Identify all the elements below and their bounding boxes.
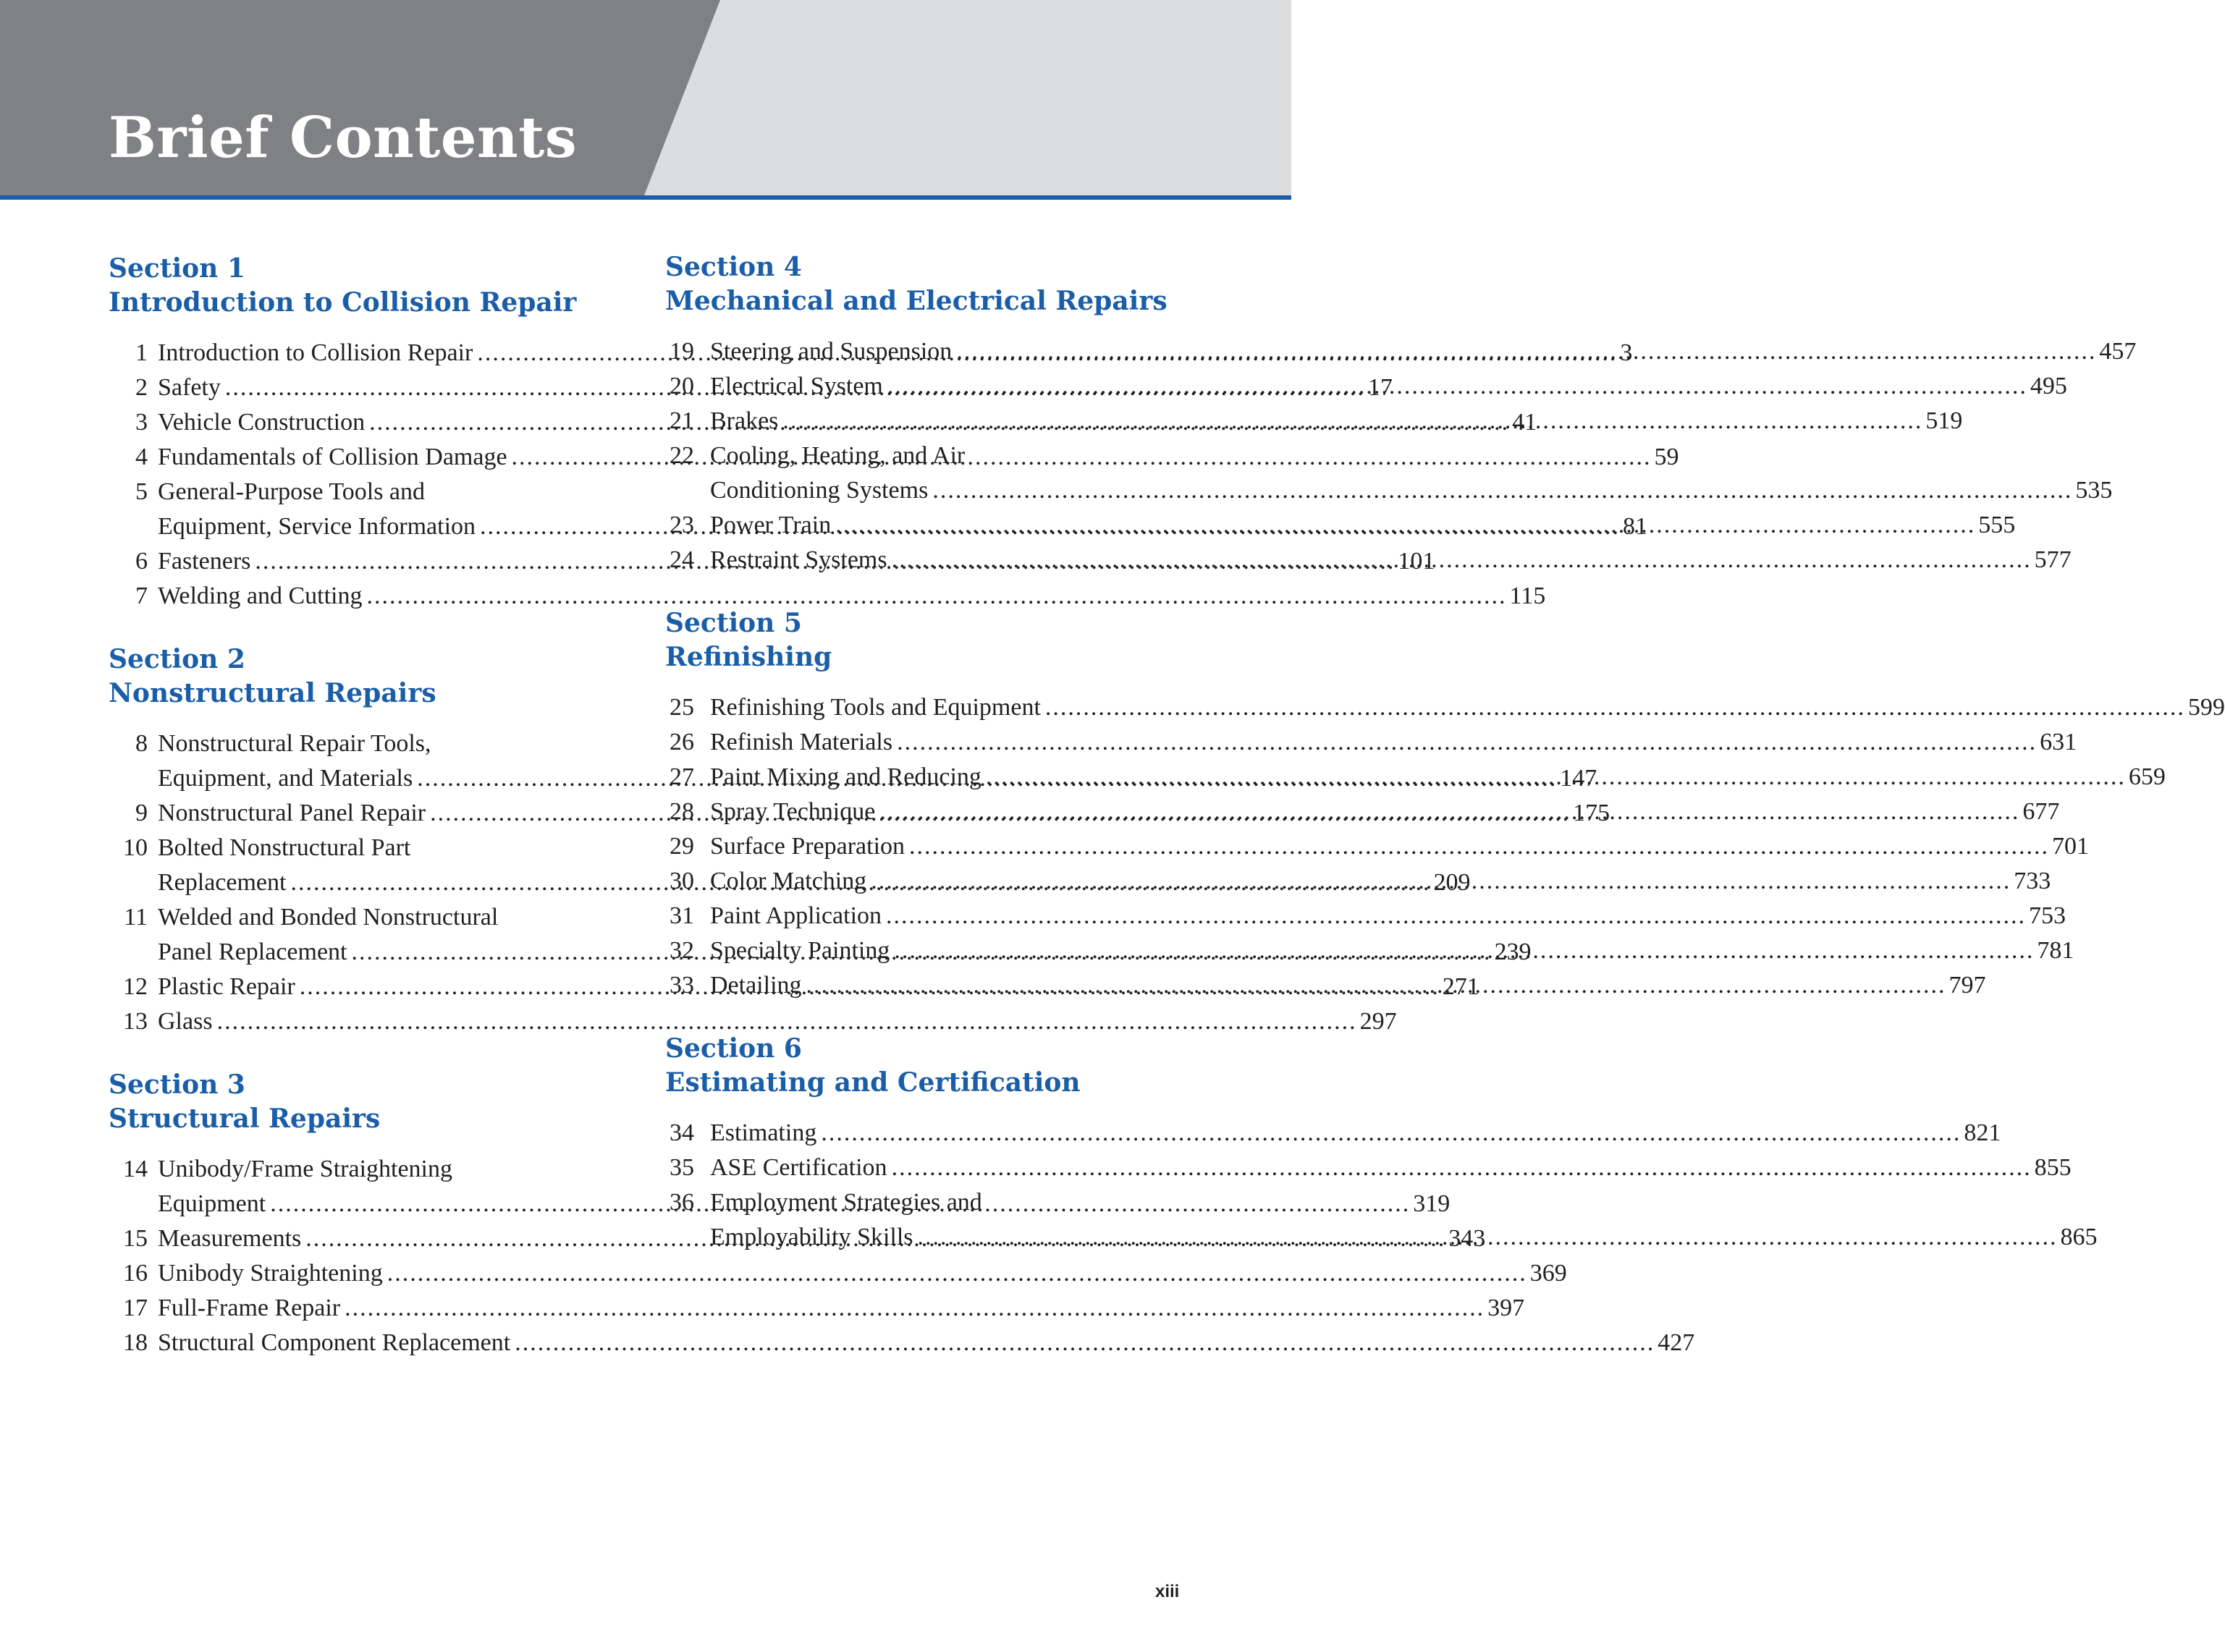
- chapter-title: Cooling, Heating, and Air: [710, 442, 966, 469]
- toc-entry[interactable]: [665, 725, 2077, 760]
- chapter-number: 34: [670, 1119, 694, 1146]
- page-number-ref: 101: [1398, 548, 1435, 575]
- chapter-title-line: [710, 690, 2225, 725]
- page-number: xiii: [1155, 1582, 1180, 1601]
- chapter-title: Spray Technique: [710, 798, 876, 825]
- chapter-number: 8: [135, 730, 148, 757]
- page-number-ref: 3: [1620, 339, 1633, 366]
- dot-leader: [897, 725, 2037, 760]
- chapter-title: Steering and Suspension: [710, 338, 953, 365]
- chapter-number: 26: [670, 729, 694, 755]
- chapter-title: Power Train: [710, 512, 832, 538]
- chapter-body: [710, 508, 2015, 543]
- chapter-title-line: [710, 508, 2015, 543]
- chapter-title: Nonstructural Panel Repair: [158, 800, 426, 826]
- toc-entry[interactable]: [665, 1151, 2072, 1185]
- dot-leader: [887, 369, 2027, 404]
- chapter-title-line: [710, 404, 1962, 439]
- page-number-ref: 239: [1494, 939, 1532, 965]
- chapter-title: Vehicle Construction: [158, 409, 366, 436]
- chapter-number: 15: [123, 1225, 148, 1252]
- chapter-body: [710, 1185, 2098, 1255]
- chapter-title: Equipment, Service Information: [158, 513, 476, 540]
- page-number-ref: 599: [2187, 694, 2225, 721]
- page-number-ref: 457: [2099, 338, 2137, 365]
- chapter-title: Refinishing Tools and Equipment: [710, 694, 1041, 721]
- chapter-title-line: [710, 933, 2074, 968]
- page-number-ref: 519: [1925, 407, 1963, 434]
- chapter-number: 9: [135, 800, 148, 826]
- chapter-title-line: [710, 473, 2112, 508]
- dot-leader: [879, 795, 2019, 829]
- toc-entry[interactable]: [109, 1326, 1695, 1360]
- dot-leader: [986, 760, 2126, 795]
- chapter-title-line: [710, 899, 2066, 933]
- chapter-number: 31: [670, 902, 694, 929]
- page-number-ref: 343: [1448, 1225, 1486, 1252]
- chapter-body: [710, 829, 2089, 864]
- chapter-title: Conditioning Systems: [710, 477, 929, 504]
- dot-leader: [806, 968, 1946, 1003]
- chapter-body: [710, 760, 2166, 795]
- chapter-title: Measurements: [158, 1225, 302, 1252]
- toc-entry[interactable]: [109, 1004, 1397, 1039]
- chapter-title: Restraint Systems: [710, 546, 887, 573]
- chapter-number: 20: [670, 373, 694, 399]
- chapter-title: ASE Certification: [710, 1154, 887, 1181]
- page-number-ref: 319: [1413, 1190, 1451, 1217]
- section-label: Section 3: [109, 1069, 245, 1100]
- page-number-ref: 495: [2030, 373, 2067, 399]
- chapter-body: [710, 543, 2072, 577]
- dot-leader: [1045, 690, 2185, 725]
- chapter-title: Paint Mixing and Reducing: [710, 763, 981, 790]
- dot-leader: [956, 334, 2096, 369]
- chapter-body: [710, 690, 2225, 725]
- page-number-ref: 271: [1442, 973, 1479, 1000]
- chapter-number: 21: [670, 407, 694, 434]
- chapter-number: 30: [670, 868, 694, 894]
- chapter-title: Estimating: [710, 1119, 817, 1146]
- chapter-title: Detailing: [710, 972, 802, 999]
- chapter-title-line: [710, 864, 2051, 899]
- chapter-title-line: [710, 795, 2059, 829]
- chapter-number: 13: [123, 1008, 148, 1035]
- dot-leader: [886, 899, 2026, 933]
- section-title: Introduction to Collision Repair: [109, 287, 577, 318]
- chapter-title: Replacement: [158, 869, 287, 896]
- page-number-ref: 59: [1654, 444, 1679, 470]
- chapter-title-line: [710, 725, 2077, 760]
- chapter-number: 1: [135, 339, 148, 366]
- chapter-title: Equipment, and Materials: [158, 765, 413, 792]
- dot-leader: [835, 508, 1975, 543]
- chapter-title: Equipment: [158, 1190, 266, 1217]
- section-title: Estimating and Certification: [665, 1067, 1081, 1098]
- page-number-ref: 427: [1658, 1329, 1695, 1356]
- chapter-title-line: [710, 334, 2136, 369]
- page-number-ref: 855: [2034, 1154, 2072, 1181]
- page-number-ref: 865: [2060, 1224, 2098, 1250]
- section-label: Section 2: [109, 644, 245, 674]
- section-label: Section 6: [665, 1033, 802, 1064]
- chapter-number: 32: [670, 937, 694, 964]
- chapter-number: 19: [670, 338, 694, 365]
- chapter-number: 22: [670, 442, 694, 469]
- section-title: Refinishing: [665, 642, 832, 672]
- page-number-ref: 701: [2052, 833, 2090, 860]
- chapter-number: 35: [670, 1154, 694, 1181]
- toc-entry[interactable]: [665, 1116, 2001, 1151]
- chapter-title: Unibody Straightening: [158, 1260, 383, 1287]
- chapter-number: 2: [135, 374, 148, 401]
- chapter-body: [710, 725, 2077, 760]
- chapter-number: 33: [670, 972, 694, 999]
- chapter-body: [158, 1326, 1694, 1360]
- chapter-title-line: [710, 1151, 2072, 1185]
- toc-entry[interactable]: [109, 579, 1546, 614]
- toc-entry[interactable]: [665, 334, 2137, 369]
- page-number-ref: 753: [2029, 902, 2066, 929]
- chapter-number: 4: [135, 444, 148, 470]
- toc-entry[interactable]: [109, 1291, 1525, 1326]
- dot-leader: [918, 1220, 2058, 1255]
- chapter-number: 10: [123, 834, 148, 861]
- chapter-number: 7: [135, 583, 148, 609]
- chapter-title: Employability Skills: [710, 1224, 913, 1250]
- section-title: Mechanical and Electrical Repairs: [665, 286, 1168, 316]
- chapter-number: 24: [670, 546, 694, 573]
- toc-entry[interactable]: [665, 690, 2225, 725]
- chapter-title-line: [710, 968, 1986, 1003]
- page-number-ref: 17: [1367, 374, 1393, 401]
- chapter-number: 16: [123, 1260, 148, 1287]
- page-number-ref: 209: [1433, 869, 1471, 896]
- chapter-title-line: [710, 1220, 2098, 1255]
- chapter-title: Paint Application: [710, 902, 882, 929]
- page-number-ref: 41: [1512, 409, 1537, 436]
- chapter-title-line: [710, 369, 2067, 404]
- chapter-title: Bolted Nonstructural Part: [158, 834, 411, 861]
- chapter-number: 17: [123, 1295, 148, 1321]
- chapter-title: Specialty Painting: [710, 937, 890, 964]
- chapter-title-line: [158, 1326, 1694, 1360]
- page-number-ref: 631: [2040, 729, 2077, 755]
- page-number-ref: 555: [1978, 512, 2016, 538]
- section-title: Structural Repairs: [109, 1104, 381, 1134]
- page-number-ref: 821: [1964, 1119, 2001, 1146]
- chapter-title: Structural Component Replacement: [158, 1329, 511, 1356]
- chapter-body: [710, 439, 2112, 508]
- section-label: Section 1: [109, 253, 245, 284]
- chapter-title: Glass: [158, 1008, 213, 1035]
- chapter-number: 28: [670, 798, 694, 825]
- chapter-body: [158, 1291, 1524, 1326]
- chapter-title: General-Purpose Tools and: [158, 478, 426, 505]
- chapter-title: Fasteners: [158, 548, 251, 575]
- page-number-ref: 397: [1487, 1295, 1525, 1321]
- page-number-ref: 659: [2128, 763, 2166, 790]
- chapter-number: 29: [670, 833, 694, 860]
- chapter-title-line: [710, 760, 2166, 795]
- chapter-title: Safety: [158, 374, 221, 401]
- chapter-title-line: [158, 1291, 1524, 1326]
- chapter-number: 6: [135, 548, 148, 575]
- chapter-number: 36: [670, 1189, 694, 1216]
- page-number-ref: 577: [2034, 546, 2072, 573]
- page-number-ref: 677: [2022, 798, 2060, 825]
- chapter-title: Employment Strategies and: [710, 1189, 982, 1216]
- page-number-ref: 369: [1529, 1260, 1567, 1287]
- dot-leader: [515, 1326, 1655, 1360]
- chapter-body: [710, 369, 2067, 404]
- page-number-ref: 147: [1560, 765, 1597, 792]
- chapter-number: 18: [123, 1329, 148, 1356]
- page-number-ref: 535: [2075, 477, 2113, 504]
- section-label: Section 4: [665, 252, 802, 282]
- chapter-body: [710, 864, 2051, 899]
- dot-leader: [345, 1291, 1485, 1326]
- chapter-title: Plastic Repair: [158, 973, 295, 1000]
- dot-leader: [871, 864, 2011, 899]
- chapter-number: 3: [135, 409, 148, 436]
- chapter-title: Nonstructural Repair Tools,: [158, 730, 431, 757]
- chapter-number: 14: [123, 1156, 148, 1182]
- chapter-title-line: [710, 1116, 2001, 1151]
- chapter-title: Full-Frame Repair: [158, 1295, 341, 1321]
- chapter-number: 11: [124, 904, 148, 931]
- chapter-number: 23: [670, 512, 694, 538]
- chapter-title: Welding and Cutting: [158, 583, 363, 609]
- chapter-body: [710, 404, 1962, 439]
- chapter-title: Introduction to Collision Repair: [158, 339, 473, 366]
- page-number-ref: 733: [2014, 868, 2051, 894]
- toc-entry[interactable]: [665, 899, 2066, 933]
- chapter-title-line: [710, 439, 2112, 473]
- dot-leader: [932, 473, 2072, 508]
- page-number-ref: 115: [1509, 583, 1546, 609]
- toc-entry[interactable]: [665, 829, 2090, 864]
- chapter-number: 27: [670, 763, 694, 790]
- chapter-title: Brakes: [710, 407, 779, 434]
- dot-leader: [782, 404, 1922, 439]
- page-title: Brief Contents: [109, 105, 578, 171]
- dot-leader: [892, 543, 2032, 577]
- chapter-title-line: [710, 829, 2089, 864]
- chapter-body: [710, 899, 2066, 933]
- chapter-number: 5: [135, 478, 148, 505]
- chapter-body: [710, 933, 2074, 968]
- page-number-ref: 297: [1359, 1008, 1397, 1035]
- chapter-body: [710, 968, 1986, 1003]
- chapter-title-line: [710, 1185, 2098, 1220]
- chapter-body: [710, 334, 2136, 369]
- chapter-body: [710, 1151, 2072, 1185]
- chapter-number: 12: [123, 973, 148, 1000]
- chapter-title: Unibody/Frame Straightening: [158, 1156, 453, 1182]
- chapter-title: Panel Replacement: [158, 939, 347, 965]
- chapter-title: Refinish Materials: [710, 729, 893, 755]
- chapter-title: Surface Preparation: [710, 833, 905, 860]
- dot-leader: [821, 1116, 1961, 1151]
- chapter-title: Welded and Bonded Nonstructural: [158, 904, 499, 931]
- chapter-body: [710, 1116, 2001, 1151]
- page-number-ref: 175: [1573, 800, 1610, 826]
- section-label: Section 5: [665, 608, 802, 638]
- dot-leader: [892, 1151, 2032, 1185]
- page-number-ref: 81: [1623, 513, 1648, 540]
- toc-entry[interactable]: [109, 1256, 1567, 1291]
- chapter-number: 25: [670, 694, 694, 721]
- chapter-title-line: [710, 543, 2072, 577]
- page-number-ref: 797: [1949, 972, 1986, 999]
- banner-rule: [0, 195, 1291, 200]
- page-number-ref: 781: [2037, 937, 2074, 964]
- chapter-title: Fundamentals of Collision Damage: [158, 444, 507, 470]
- chapter-title: Electrical System: [710, 373, 883, 399]
- section-title: Nonstructural Repairs: [109, 678, 436, 708]
- dot-leader: [894, 933, 2034, 968]
- chapter-title: Color Matching: [710, 868, 867, 894]
- dot-leader: [909, 829, 2049, 864]
- chapter-body: [710, 795, 2059, 829]
